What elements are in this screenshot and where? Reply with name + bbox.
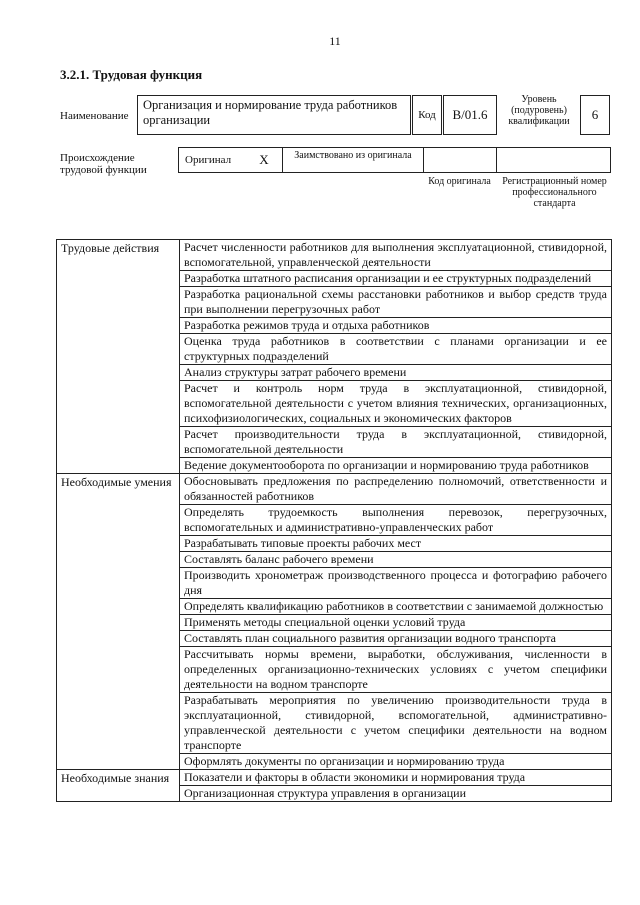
original-label: Оригинал: [178, 147, 246, 173]
reg-number-caption: Регистрационный номер профессионального стандарта: [502, 176, 607, 209]
item-cell: Применять методы специальной оценки условий труда: [180, 615, 612, 631]
category-cell: Необходимые знания: [57, 770, 180, 802]
item-cell: Организационная структура управления в организации: [180, 786, 612, 802]
item-cell: Разработка режимов труда и отдыха работников: [180, 318, 612, 334]
name-label: Наименование: [60, 110, 129, 122]
function-details-table: [56, 239, 612, 802]
section-title: 3.2.1. Трудовая функция: [60, 67, 203, 82]
item-cell: Разработка штатного расписания организации и ее структурных подразделений: [180, 271, 612, 287]
page-number: 11: [329, 34, 341, 48]
function-code-field: B/01.6: [443, 95, 497, 135]
item-cell: Расчет численности работников для выполнения эксплуатационной, стивидорной, вспомогательной, управленческой деятельности: [180, 240, 612, 271]
reg-number-cell: [496, 147, 611, 173]
item-cell: Составлять план социального развития организации водного транспорта: [180, 631, 612, 647]
item-cell: Показатели и факторы в области экономики и нормирования труда: [180, 770, 612, 786]
item-cell: Расчет производительности труда в эксплуатационной, стивидорной, вспомогательной деятельности: [180, 427, 612, 458]
item-cell: Разрабатывать мероприятия по увеличению производительности труда в эксплуатационной, стивидорной, вспомогательной, административно-управленческой деятельности с учетом специфики деятельности на водном транспорте: [180, 693, 612, 754]
code-label: Код: [412, 95, 442, 135]
origin-label: Происхождение трудовой функции: [60, 152, 147, 176]
table-row: [57, 240, 612, 271]
item-cell: Производить хронометраж производственного процесса и фотографию рабочего дня: [180, 568, 612, 599]
original-code-cell: [423, 147, 496, 173]
item-cell: Определять трудоемкость выполнения перевозок, перегрузочных, вспомогательных и административно-управленческих работ: [180, 505, 612, 536]
category-cell: Трудовые действия: [57, 240, 180, 474]
item-cell: Разработка рациональной схемы расстановки работников и выбор средств труда при выполнении перегрузочных работ: [180, 287, 612, 318]
item-cell: Ведение документооборота по организации и нормированию труда работников: [180, 458, 612, 474]
original-code-caption: Код оригинала: [428, 176, 491, 187]
qualification-level-label: Уровень (подуровень) квалификации: [508, 94, 570, 127]
item-cell: Оформлять документы по организации и нормированию труда: [180, 754, 612, 770]
item-cell: Обосновывать предложения по распределению полномочий, ответственности и обязанностей работников: [180, 474, 612, 505]
table-row: [57, 474, 612, 505]
item-cell: Анализ структуры затрат рабочего времени: [180, 365, 612, 381]
qualification-level-field: 6: [580, 95, 610, 135]
item-cell: Оценка труда работников в соответствии с планами организации и ее структурных подразделений: [180, 334, 612, 365]
table-row: [57, 770, 612, 786]
function-name-field: Организация и нормирование труда работников организации: [137, 95, 411, 135]
origin-row: [178, 147, 611, 173]
item-cell: Разрабатывать типовые проекты рабочих мест: [180, 536, 612, 552]
original-mark: X: [246, 147, 282, 173]
borrowed-label: Заимствовано из оригинала: [282, 147, 423, 173]
item-cell: Расчет и контроль норм труда в эксплуатационной, стивидорной, вспомогательной деятельности с учетом влияния технических, организационных, психофизиологических, социальных и экономических факторов: [180, 381, 612, 427]
category-cell: Необходимые умения: [57, 474, 180, 770]
item-cell: Определять квалификацию работников в соответствии с занимаемой должностью: [180, 599, 612, 615]
item-cell: Рассчитывать нормы времени, выработки, обслуживания, численности в определенных организационно-технических условиях с учетом специфики деятельности на водном транспорте: [180, 647, 612, 693]
item-cell: Составлять баланс рабочего времени: [180, 552, 612, 568]
